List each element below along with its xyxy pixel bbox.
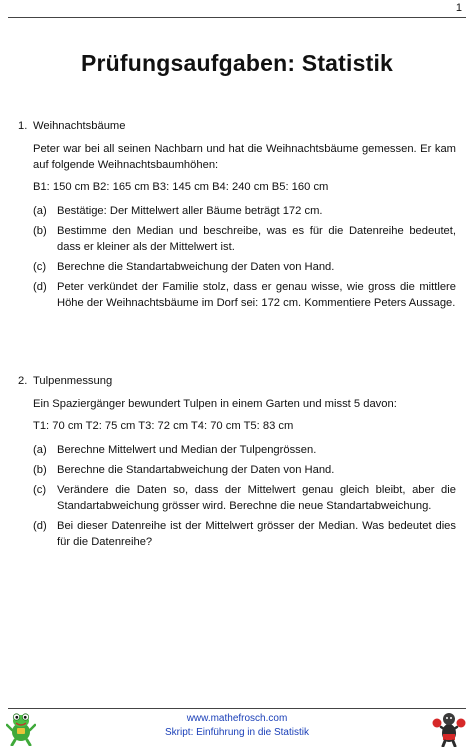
- section-tulpenmessung: [18, 373, 456, 554]
- footer-website-link[interactable]: www.mathefrosch.com: [186, 713, 288, 724]
- task-text: Berechne die Standartabweichung der Daten von Hand.: [57, 261, 335, 273]
- task-label: (d): [33, 520, 47, 532]
- page-title: Prüfungsaufgaben: Statistik: [80, 50, 394, 76]
- task-label: (c): [33, 261, 47, 273]
- section-heading: [18, 373, 456, 389]
- task-label: (c): [33, 484, 47, 496]
- section-title: Tulpenmessung: [33, 375, 113, 387]
- boxing-mascot-icon: [432, 709, 466, 747]
- task-label: (b): [33, 225, 47, 237]
- task-text: Bei dieser Datenreihe ist der Mittelwert grösser der Median. Was bedeutet dies für die Datenreihe?: [57, 520, 456, 548]
- section-intro: Ein Spaziergänger bewundert Tulpen in einem Garten und misst 5 davon:: [33, 398, 397, 410]
- section-weihnachtsbaeume: [18, 118, 456, 315]
- task-text: Bestätige: Der Mittelwert aller Bäume beträgt 172 cm.: [57, 205, 323, 217]
- page-number: 1: [455, 2, 462, 14]
- task-text: Berechne die Standartabweichung der Daten von Hand.: [57, 464, 335, 476]
- data-line: T1: 70 cm T2: 75 cm T3: 72 cm T4: 70 cm T5: 83 cm: [33, 420, 294, 432]
- header-rule: [8, 17, 466, 18]
- task-label: (a): [33, 205, 47, 217]
- task-item: [33, 259, 456, 275]
- footer-rule: [8, 708, 466, 709]
- footer-script-title: Skript: Einführung in die Statistik: [165, 727, 309, 738]
- task-item: [33, 203, 456, 219]
- section-number: 2.: [18, 375, 28, 387]
- task-label: (b): [33, 464, 47, 476]
- section-intro: Peter war bei all seinen Nachbarn und hat die Weihnachtsbäume gemessen. Er kam auf folgende Weihnachtsbaumhöhen:: [33, 143, 456, 171]
- task-label: (a): [33, 444, 47, 456]
- task-item: [33, 279, 456, 311]
- task-list: [33, 203, 456, 311]
- section-title: Weihnachtsbäume: [33, 120, 126, 132]
- task-text: Peter verkündet der Familie stolz, dass er genau wisse, wie gross die mittlere Höhe der Weihnachtsbäume im Dorf sei: 172 cm. Kommentiere Peters Aussage.: [57, 281, 456, 309]
- section-number: 1.: [18, 120, 28, 132]
- task-label: (d): [33, 281, 47, 293]
- task-text: Verändere die Daten so, dass der Mittelwert genau gleich bleibt, aber die Standartabweichung grösser wird. Berechne die neue Standartabweichung.: [57, 484, 456, 512]
- task-text: Bestimme den Median und beschreibe, was es für die Datenreihe bedeutet, dass er kleiner als der Mittelwert ist.: [57, 225, 456, 253]
- footer: [0, 712, 474, 740]
- task-list: [33, 442, 456, 550]
- task-text: Berechne Mittelwert und Median der Tulpengrössen.: [57, 444, 317, 456]
- section-heading: [18, 118, 456, 134]
- task-item: [33, 223, 456, 255]
- data-line: B1: 150 cm B2: 165 cm B3: 145 cm B4: 240 cm B5: 160 cm: [33, 181, 329, 193]
- task-item: [33, 482, 456, 514]
- task-item: [33, 462, 456, 478]
- task-item: [33, 442, 456, 458]
- task-item: [33, 518, 456, 550]
